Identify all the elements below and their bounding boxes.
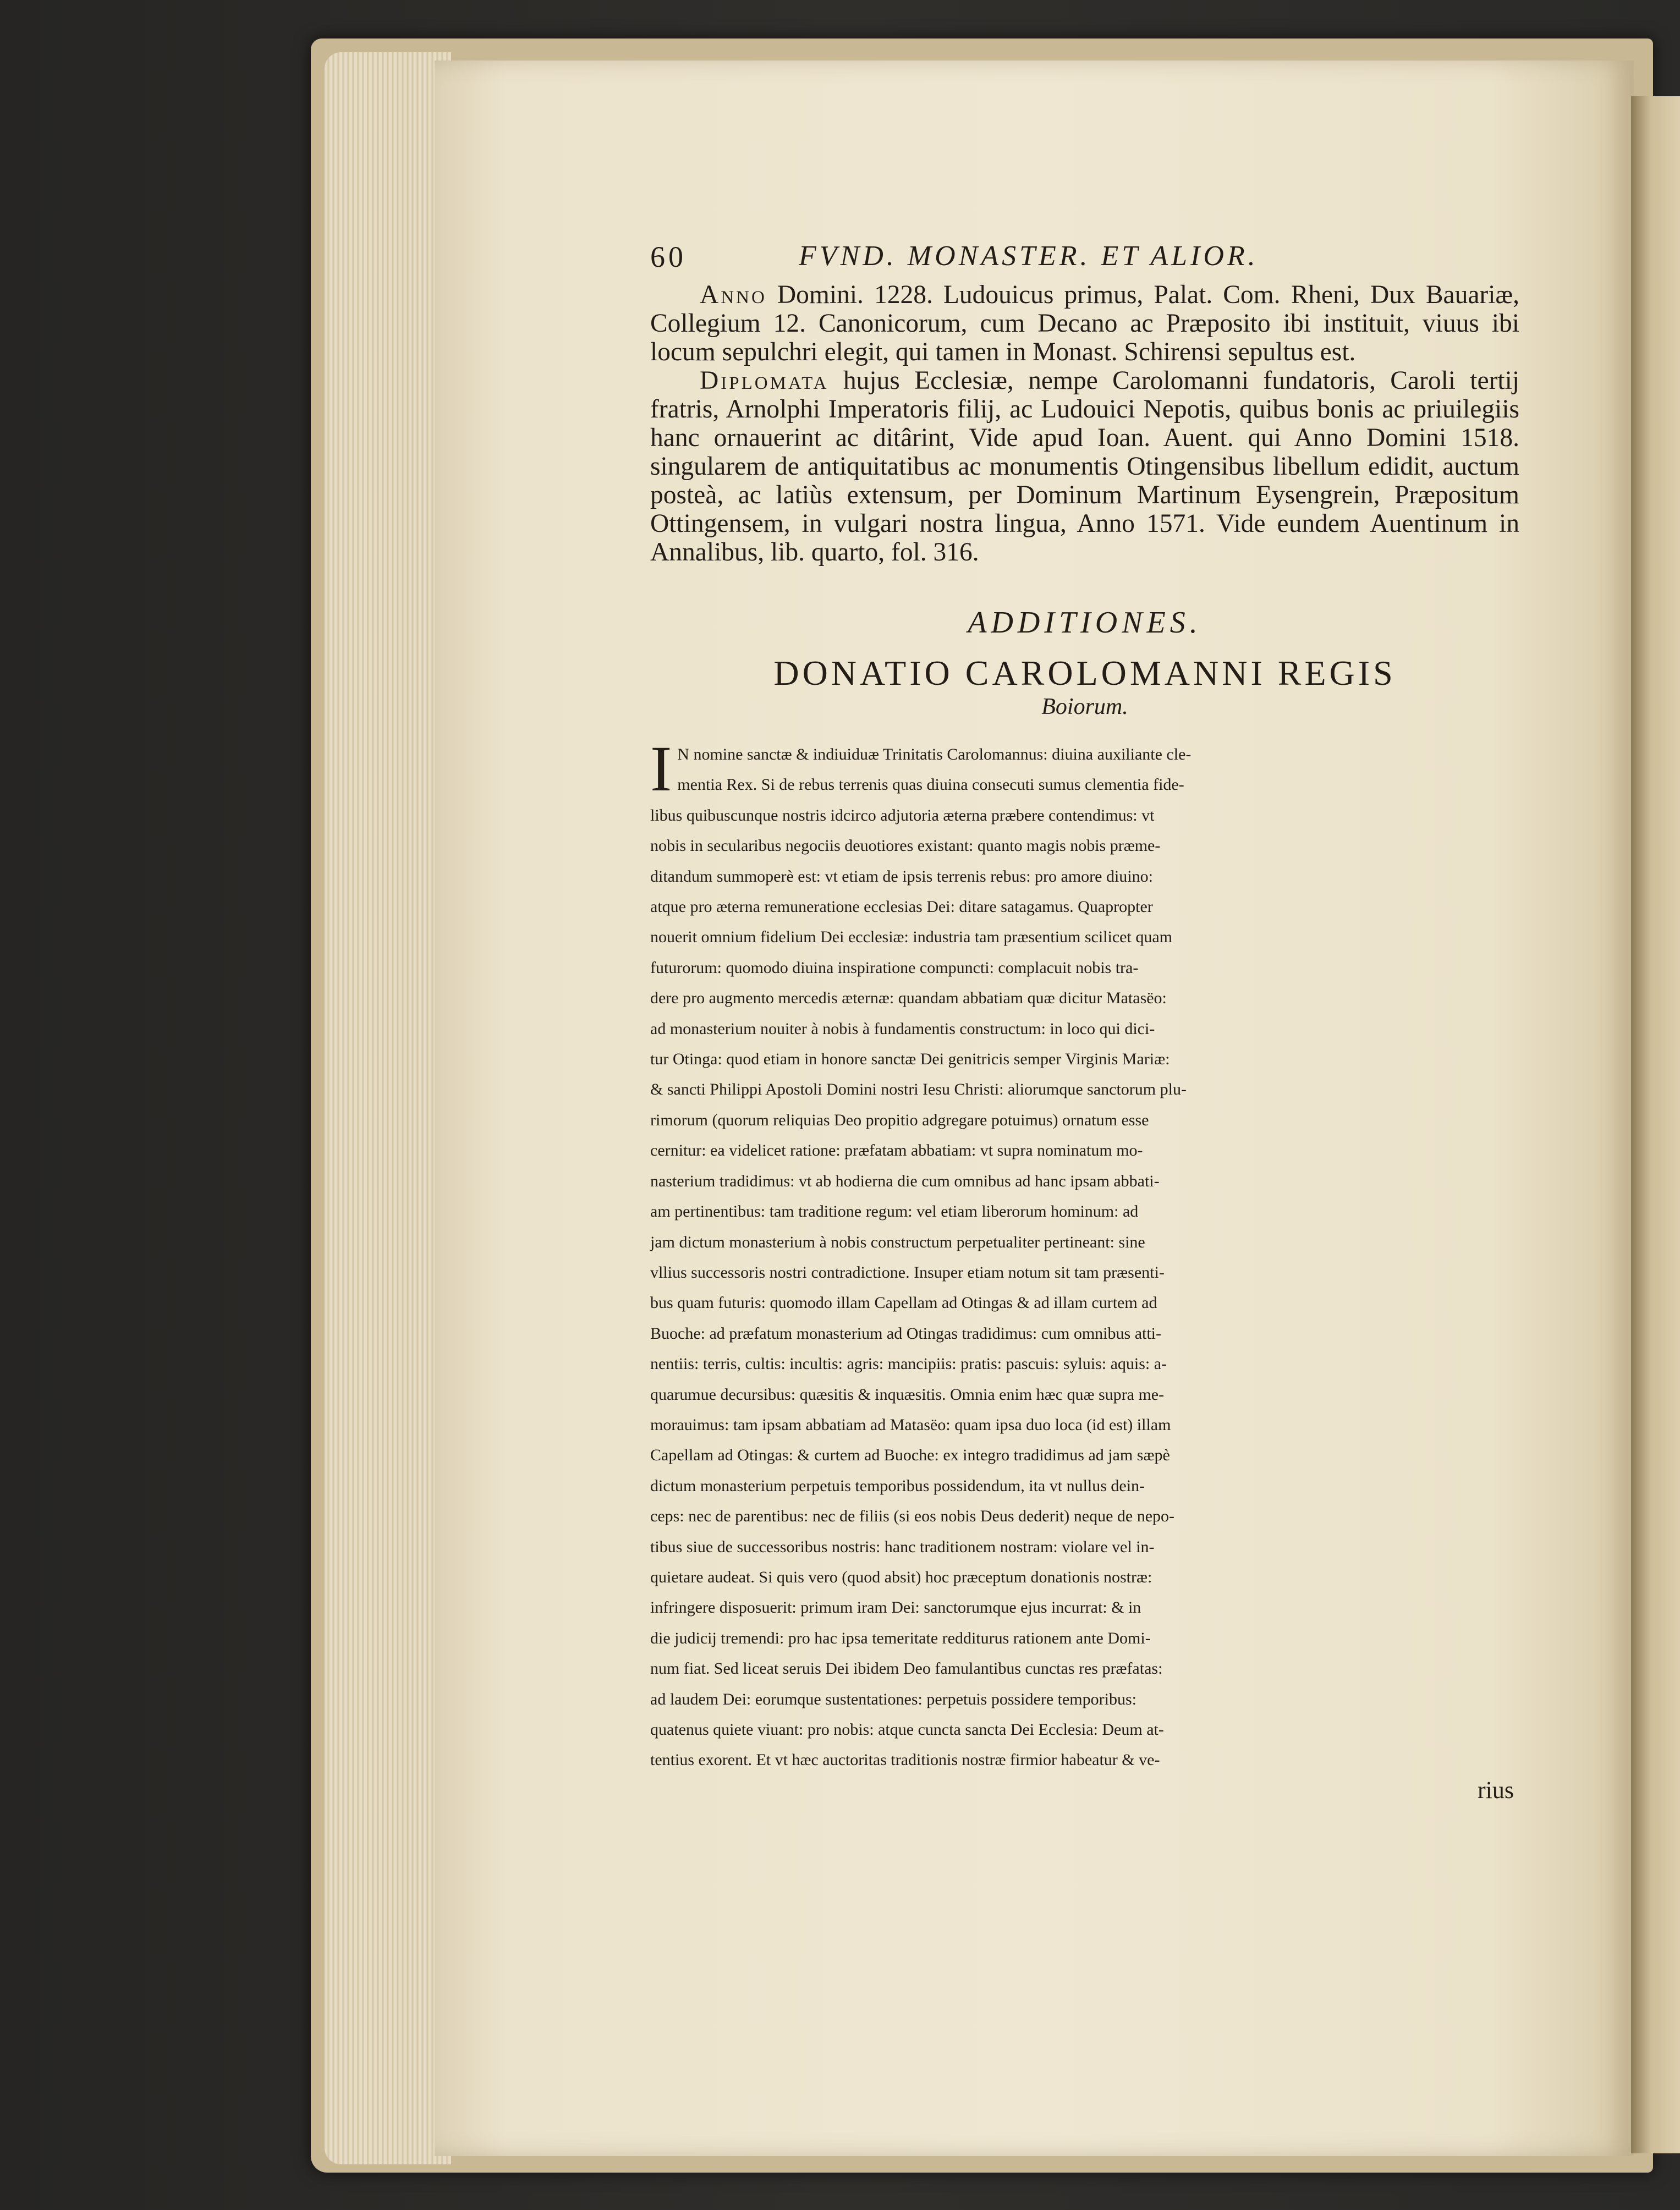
text-line: jam dictum monasterium à nobis constructum perpetualiter pertineant: sine xyxy=(650,1233,1145,1251)
text-block xyxy=(650,237,1519,1805)
donatio-title: DONATIO CAROLOMANNI REGIS xyxy=(773,653,1396,692)
additiones-heading: ADDITIONES. xyxy=(968,606,1202,640)
text-line: cernitur: ea videlicet ratione: præfatam abbatiam: vt supra nominatum mo- xyxy=(650,1141,1143,1160)
running-head xyxy=(650,237,1519,281)
catchword: rius xyxy=(1478,1776,1514,1804)
donatio-subtitle: Boiorum. xyxy=(1041,694,1128,719)
drop-cap: I xyxy=(650,733,672,805)
text-line: nobis in secularibus negociis deuotiores existant: quanto magis nobis præme- xyxy=(650,837,1161,855)
text-line: tentius exorent. Et vt hæc auctoritas traditionis nostræ firmior habeatur & ve- xyxy=(650,1751,1160,1769)
text-line: Capellam ad Otingas: & curtem ad Buoche: ex integro tradidimus ad jam sæpè xyxy=(650,1446,1170,1465)
text-line: quatenus quiete viuant: pro nobis: atque cuncta sancta Dei Ecclesia: Deum at- xyxy=(650,1720,1164,1739)
paragraph-lead-word: Diplomata xyxy=(700,366,829,395)
text-line: dictum monasterium perpetuis temporibus possidendum, ita vt nullus dein- xyxy=(650,1476,1145,1495)
text-line: am pertinentibus: tam traditione regum: vel etiam liberorum hominum: ad xyxy=(650,1202,1139,1221)
paragraph-lead-word: Anno xyxy=(700,281,767,309)
donatio-body xyxy=(650,733,1519,1775)
text-line: nasterium tradidimus: vt ab hodierna die cum omnibus ad hanc ipsam abbati- xyxy=(650,1172,1160,1190)
text-line: nentiis: terris, cultis: incultis: agris: mancipiis: pratis: pascuis: syluis: aquis: a- xyxy=(650,1355,1167,1373)
text-line: nouerit omnium fidelium Dei ecclesiæ: industria tam præsentium scilicet quam xyxy=(650,928,1172,947)
text-line: dere pro augmento mercedis æternæ: quandam abbatiam quæ dicitur Matasëo: xyxy=(650,989,1167,1008)
paragraph-diplomata xyxy=(650,366,1519,567)
paragraph-text: Domini. 1228. Ludouicus primus, Palat. Com. Rheni, Dux Bauariæ, Collegium 12. Canonicorum, cum Decano ac Præposito ibi instituit, viuus ibi locum sepulchri elegit, qui tamen in Monast. Schirensi sepultus est. xyxy=(650,281,1519,366)
paragraph-anno xyxy=(650,281,1519,366)
text-line: ad monasterium nouiter à nobis à fundamentis constructum: in loco qui dici- xyxy=(650,1019,1155,1038)
text-line: ad laudem Dei: eorumque sustentationes: perpetuis possidere temporibus: xyxy=(650,1690,1137,1708)
text-line: quietare audeat. Si quis vero (quod absit) hoc præceptum donationis nostræ: xyxy=(650,1568,1152,1586)
text-line: ceps: nec de parentibus: nec de filiis (si eos nobis Deus dederit) neque de nepo- xyxy=(650,1507,1175,1526)
text-line: quarumue decursibus: quæsitis & inquæsitis. Omnia enim hæc quæ supra me- xyxy=(650,1385,1165,1404)
text-line: bus quam futuris: quomodo illam Capellam ad Otingas & ad illam curtem ad xyxy=(650,1294,1157,1312)
text-line: mentia Rex. Si de rebus terrenis quas diuina consecuti sumus clementia fide- xyxy=(677,776,1184,794)
paragraph-text: hujus Ecclesiæ, nempe Carolomanni fundatoris, Caroli tertij fratris, Arnolphi Imperatoris filij, ac Ludouici Nepotis, quibus bonis ac priuilegiis hanc ornauerint ac ditârint, Vide apud Ioan. Auent. qui Anno Domini 1518. singularem de antiquitatibus ac monumentis Otingensibus libellum edidit, auctum posteà, ac latiùs extensum, per Dominum Martinum Eysengrein, Præpositum Ottingensem, in vulgari nostra lingua, Anno 1571. Vide eundem Auentinum in Annalibus, lib. quarto, fol. 316. xyxy=(650,366,1519,567)
running-title: FVND. MONASTER. ET ALIOR. xyxy=(799,240,1259,272)
text-line: tibus siue de successoribus nostris: hanc traditionem nostram: violare vel in- xyxy=(650,1537,1155,1556)
facing-page-edge xyxy=(1631,96,1680,2153)
text-line: N nomine sanctæ & indiuiduæ Trinitatis Carolomannus: diuina auxiliante cle- xyxy=(677,745,1192,763)
page-stack-edge xyxy=(325,52,451,2164)
text-line: die judicij tremendi: pro hac ipsa temeritate redditurus rationem ante Domi- xyxy=(650,1629,1151,1647)
text-line: num fiat. Sed liceat seruis Dei ibidem Deo famulantibus cunctas res præfatas: xyxy=(650,1659,1163,1678)
page-number: 60 xyxy=(650,240,687,273)
text-line: & sancti Philippi Apostoli Domini nostri Iesu Christi: aliorumque sanctorum plu- xyxy=(650,1080,1187,1099)
text-line: infringere disposuerit: primum iram Dei: sanctorumque ejus incurrat: & in xyxy=(650,1598,1141,1617)
text-line: libus quibuscunque nostris idcirco adjutoria æterna præbere contendimus: vt xyxy=(650,806,1155,824)
text-line: Buoche: ad præfatum monasterium ad Otingas tradidimus: cum omnibus atti- xyxy=(650,1324,1162,1343)
text-line: rimorum (quorum reliquias Deo propitio adgregare potuimus) ornatum esse xyxy=(650,1111,1149,1129)
text-line: morauimus: tam ipsam abbatiam ad Matasëo: quam ipsa duo loca (id est) illam xyxy=(650,1415,1171,1434)
text-line: ditandum summoperè est: vt etiam de ipsis terrenis rebus: pro amore diuino: xyxy=(650,867,1153,886)
text-line: tur Otinga: quod etiam in honore sanctæ Dei genitricis semper Virginis Mariæ: xyxy=(650,1050,1170,1069)
text-line: atque pro æterna remuneratione ecclesias Dei: ditare satagamus. Quapropter xyxy=(650,898,1153,916)
text-line: vllius successoris nostri contradictione. Insuper etiam notum sit tam præsenti- xyxy=(650,1263,1165,1282)
text-line: futurorum: quomodo diuina inspiratione compuncti: complacuit nobis tra- xyxy=(650,958,1139,977)
